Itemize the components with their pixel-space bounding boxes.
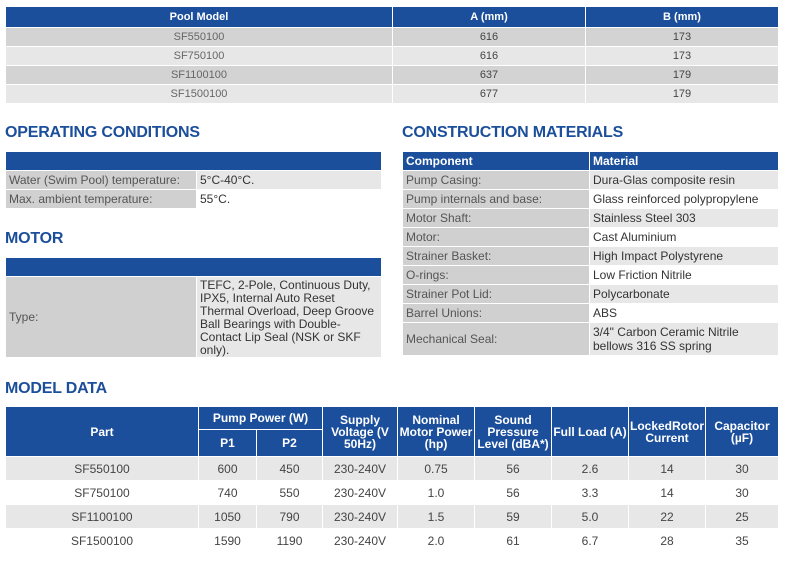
component-cell: Strainer Basket: bbox=[403, 247, 590, 266]
p1-cell: 1050 bbox=[199, 505, 257, 529]
full-load-cell: 3.3 bbox=[552, 481, 629, 505]
b-mm-cell: 173 bbox=[586, 47, 779, 66]
b-mm-cell: 179 bbox=[586, 66, 779, 85]
pool-model-cell: SF1100100 bbox=[6, 66, 393, 85]
b-mm-cell: 173 bbox=[586, 28, 779, 47]
part-header: Part bbox=[6, 407, 199, 457]
pump-power-header: Pump Power (W) bbox=[199, 407, 323, 430]
voltage-cell: 230-240V bbox=[323, 505, 398, 529]
pool-model-cell: SF750100 bbox=[6, 47, 393, 66]
full-load-cell: 2.6 bbox=[552, 457, 629, 481]
material-cell: Stainless Steel 303 bbox=[590, 209, 779, 228]
motor-header-row bbox=[6, 258, 382, 277]
table-row bbox=[403, 209, 779, 228]
a-mm-cell: 616 bbox=[393, 47, 586, 66]
a-mm-header: A (mm) bbox=[393, 7, 586, 28]
table-row bbox=[403, 266, 779, 285]
component-cell: Strainer Pot Lid: bbox=[403, 285, 590, 304]
water-temp-label: Water (Swim Pool) temperature: bbox=[6, 171, 197, 190]
material-cell: ABS bbox=[590, 304, 779, 323]
locked-rotor-cell: 28 bbox=[629, 529, 706, 553]
table-row bbox=[403, 190, 779, 209]
nominal-power-header: Nominal Motor Power (hp) bbox=[398, 407, 475, 457]
operating-conditions-table bbox=[5, 151, 382, 209]
capacitor-cell: 30 bbox=[706, 481, 779, 505]
model-data-table bbox=[5, 406, 779, 553]
operating-header-row bbox=[6, 152, 382, 171]
component-cell: Mechanical Seal: bbox=[403, 323, 590, 356]
table-row bbox=[6, 47, 779, 66]
material-cell: Polycarbonate bbox=[590, 285, 779, 304]
material-cell: Dura-Glas composite resin bbox=[590, 171, 779, 190]
sound-cell: 56 bbox=[475, 457, 552, 481]
table-row bbox=[6, 171, 382, 190]
component-cell: Barrel Unions: bbox=[403, 304, 590, 323]
capacitor-header: Capacitor (µF) bbox=[706, 407, 779, 457]
locked-rotor-cell: 14 bbox=[629, 457, 706, 481]
p1-header: P1 bbox=[199, 430, 257, 457]
a-mm-cell: 677 bbox=[393, 85, 586, 104]
p1-cell: 740 bbox=[199, 481, 257, 505]
component-cell: Motor: bbox=[403, 228, 590, 247]
motor-table bbox=[5, 257, 382, 358]
p2-cell: 450 bbox=[257, 457, 323, 481]
motor-type-label: Type: bbox=[6, 277, 197, 358]
sound-pressure-header: Sound Pressure Level (dBA*) bbox=[475, 407, 552, 457]
sound-cell: 61 bbox=[475, 529, 552, 553]
model-data-title: MODEL DATA bbox=[5, 380, 107, 397]
pool-table-header-row bbox=[6, 7, 779, 28]
full-load-cell: 6.7 bbox=[552, 529, 629, 553]
hp-cell: 1.0 bbox=[398, 481, 475, 505]
model-header-row bbox=[6, 407, 779, 430]
part-cell: SF1100100 bbox=[6, 505, 199, 529]
table-row bbox=[6, 66, 779, 85]
component-header: Component bbox=[403, 152, 590, 171]
part-cell: SF1500100 bbox=[6, 529, 199, 553]
component-cell: Pump internals and base: bbox=[403, 190, 590, 209]
full-load-cell: 5.0 bbox=[552, 505, 629, 529]
table-row bbox=[6, 277, 382, 358]
material-header: Material bbox=[590, 152, 779, 171]
capacitor-cell: 30 bbox=[706, 457, 779, 481]
pool-model-header: Pool Model bbox=[6, 7, 393, 28]
material-cell: High Impact Polystyrene bbox=[590, 247, 779, 266]
operating-conditions-title: OPERATING CONDITIONS bbox=[5, 124, 200, 141]
table-row bbox=[6, 190, 382, 209]
construction-header-row bbox=[403, 152, 779, 171]
table-row bbox=[403, 285, 779, 304]
ambient-temp-label: Max. ambient temperature: bbox=[6, 190, 197, 209]
supply-voltage-header: Supply Voltage (V 50Hz) bbox=[323, 407, 398, 457]
hp-cell: 0.75 bbox=[398, 457, 475, 481]
voltage-cell: 230-240V bbox=[323, 481, 398, 505]
locked-rotor-header: LockedRotor Current bbox=[629, 407, 706, 457]
table-row bbox=[403, 228, 779, 247]
p1-cell: 1590 bbox=[199, 529, 257, 553]
material-cell: 3/4" Carbon Ceramic Nitrile bellows 316 SS spring bbox=[590, 323, 779, 356]
material-cell: Cast Aluminium bbox=[590, 228, 779, 247]
voltage-cell: 230-240V bbox=[323, 457, 398, 481]
locked-rotor-cell: 14 bbox=[629, 481, 706, 505]
material-cell: Low Friction Nitrile bbox=[590, 266, 779, 285]
sound-cell: 56 bbox=[475, 481, 552, 505]
capacitor-cell: 25 bbox=[706, 505, 779, 529]
table-row bbox=[403, 247, 779, 266]
water-temp-value: 5°C-40°C. bbox=[197, 171, 382, 190]
table-row bbox=[6, 457, 779, 481]
table-row bbox=[403, 304, 779, 323]
sound-cell: 59 bbox=[475, 505, 552, 529]
pool-model-table bbox=[5, 6, 779, 104]
material-cell: Glass reinforced polypropylene bbox=[590, 190, 779, 209]
construction-materials-table bbox=[402, 151, 779, 356]
pool-model-cell: SF1500100 bbox=[6, 85, 393, 104]
locked-rotor-cell: 22 bbox=[629, 505, 706, 529]
hp-cell: 2.0 bbox=[398, 529, 475, 553]
p2-cell: 1190 bbox=[257, 529, 323, 553]
part-cell: SF550100 bbox=[6, 457, 199, 481]
table-row bbox=[6, 28, 779, 47]
full-load-header: Full Load (A) bbox=[552, 407, 629, 457]
pool-model-cell: SF550100 bbox=[6, 28, 393, 47]
ambient-temp-value: 55°C. bbox=[197, 190, 382, 209]
construction-materials-title: CONSTRUCTION MATERIALS bbox=[402, 124, 624, 141]
p1-cell: 600 bbox=[199, 457, 257, 481]
table-row bbox=[403, 171, 779, 190]
table-row bbox=[403, 323, 779, 356]
p2-cell: 550 bbox=[257, 481, 323, 505]
p2-cell: 790 bbox=[257, 505, 323, 529]
motor-type-value: TEFC, 2-Pole, Continuous Duty, IPX5, Internal Auto Reset Thermal Overload, Deep Groove Ball Bearings with Double-Contact Lip Seal (NSK or SKF only). bbox=[197, 277, 382, 358]
a-mm-cell: 637 bbox=[393, 66, 586, 85]
b-mm-header: B (mm) bbox=[586, 7, 779, 28]
hp-cell: 1.5 bbox=[398, 505, 475, 529]
table-row bbox=[6, 481, 779, 505]
a-mm-cell: 616 bbox=[393, 28, 586, 47]
b-mm-cell: 179 bbox=[586, 85, 779, 104]
table-row bbox=[6, 85, 779, 104]
table-row bbox=[6, 529, 779, 553]
component-cell: O-rings: bbox=[403, 266, 590, 285]
capacitor-cell: 35 bbox=[706, 529, 779, 553]
table-row bbox=[6, 505, 779, 529]
motor-title: MOTOR bbox=[5, 230, 64, 247]
part-cell: SF750100 bbox=[6, 481, 199, 505]
component-cell: Pump Casing: bbox=[403, 171, 590, 190]
voltage-cell: 230-240V bbox=[323, 529, 398, 553]
component-cell: Motor Shaft: bbox=[403, 209, 590, 228]
p2-header: P2 bbox=[257, 430, 323, 457]
